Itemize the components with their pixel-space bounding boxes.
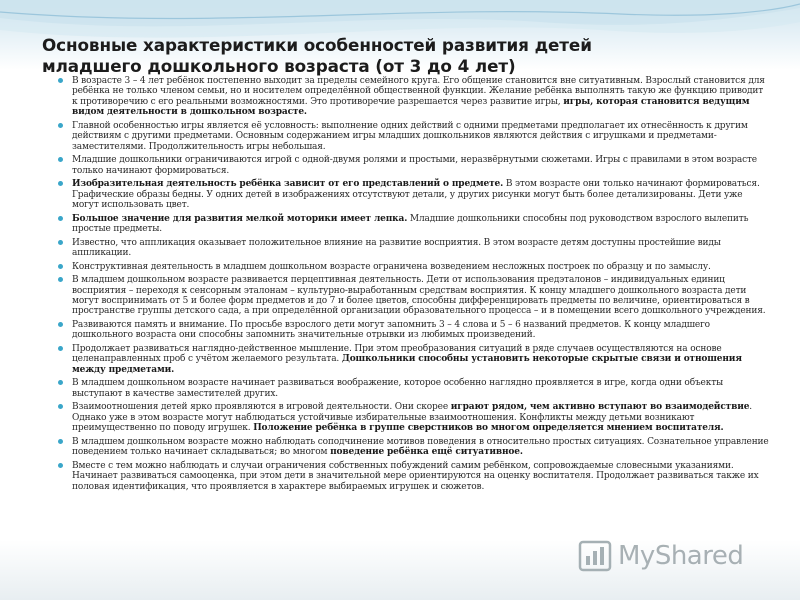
bullet-dot-icon [58, 157, 63, 162]
bullet-text: Продолжает развиваться наглядно-действенное мышление. При этом преобразования ситуаций в ряде случаев осуществляются на основе целенаправленных проб с учётом желаемого результата. [72, 344, 722, 365]
bullet-emphasis: Изобразительная деятельность ребёнка зависит от его представлений о предмете. [72, 179, 504, 190]
bullet-text: Взаимоотношения детей ярко проявляются в игровой деятельности. Они скорее [72, 402, 451, 413]
bullet-emphasis: игры, которая становится ведущим видом деятельности в дошкольном возрасте. [72, 96, 750, 118]
list-item [60, 461, 770, 492]
bullet-text: В этом возрасте они только начинают формироваться. Графические образы бедны. У одних детей в изображениях отсутствуют детали, у других рисунки могут быть более детализированы. Дети уже могут использовать цвет. [72, 179, 760, 211]
list-item [60, 320, 770, 341]
bullet-dot-icon [58, 322, 63, 327]
logo-text: MyShared [618, 541, 744, 571]
myshared-logo-icon [578, 538, 614, 574]
bullet-text: В младшем дошкольном возрасте развивается перцептивная деятельность. Дети от использования предэталонов – индивидуальных единиц восприятия – переходя к сенсорным эталонам – культурно-выработанным средствам восприятия. К концу младшего дошкольного возраста дети могут воспринимать от 5 и более форм предметов и до 7 и более цветов, способны дифференцировать предметы по величине, ориентироваться в пространстве группы детского сада, а при определённой организации образовательного процесса – и в помещении всего дошкольного учреждения. [72, 275, 766, 317]
bullet-text: Конструктивная деятельность в младшем дошкольном возрасте ограничена возведением несложных построек по образцу и по замыслу. [72, 261, 711, 272]
bullet-text: Вместе с тем можно наблюдать и случаи ограничения собственных побуждений самим ребёнком, сопровождаемые словесными указаниями. Начинает развиваться самооценка, при этом дети в значительной мере ориентируются на оценку воспитателя. Продолжает развиваться также их половая идентификация, что проявляется в характере выбираемых игрушек и сюжетов. [72, 460, 759, 492]
bullet-text: Младшие дошкольники ограничиваются игрой с одной-двумя ролями и простыми, неразвёрнутыми сюжетами. Игры с правилами в этом возрасте только начинают формироваться. [72, 155, 757, 176]
bullet-dot-icon [58, 277, 63, 282]
list-item [60, 262, 770, 272]
bullet-dot-icon [58, 463, 63, 468]
list-item [60, 402, 770, 433]
bullet-dot-icon [58, 78, 63, 83]
bullet-dot-icon [58, 240, 63, 245]
list-item [60, 179, 770, 210]
list-item [60, 76, 770, 118]
bullet-text: Развиваются память и внимание. По просьбе взрослого дети могут запомнить 3 – 4 слова и 5 – 6 названий предметов. К концу младшего дошкольного возраста они способны запомнить значительные отрывки из любимых произведений. [72, 320, 710, 341]
list-item [60, 344, 770, 375]
bullet-text: В младшем дошкольном возрасте можно наблюдать соподчинение мотивов поведения в относительно простых ситуациях. Сознательное управление поведением только начинает складываться; во многом [72, 436, 769, 458]
list-item [60, 378, 770, 399]
list-item [60, 121, 770, 152]
bullet-emphasis: играют рядом, чем активно вступают во взаимодействие [450, 402, 750, 413]
bullet-text: В младшем дошкольном возрасте начинает развиваться воображение, которое особенно наглядно проявляется в игре, когда одни объекты выступают в качестве заместителей других. [72, 378, 724, 399]
list-item [60, 275, 770, 317]
list-item [60, 238, 770, 259]
slide-title: Основные характеристики особенностей развития детей младшего дошкольного возраста (от 3 до 4 лет) [42, 35, 592, 76]
bullet-dot-icon [58, 380, 63, 385]
list-item [60, 155, 770, 176]
bullet-text: Главной особенностью игры является её условность: выполнение одних действий с одними предметами предполагает их отнесённость к другим действиям с другими предметами. Основным содержанием игры младших дошкольников являются действия с игрушками и предметами-заместителями. Продолжительность игры небольшая. [72, 120, 748, 152]
watermark-logo [578, 536, 743, 576]
bullet-dot-icon [58, 439, 63, 444]
bullet-dot-icon [58, 181, 63, 186]
bullet-emphasis: Дошкольники способны установить некоторые скрытые связи и отношения между предметами. [72, 354, 742, 375]
bullet-text: . Однако уже в этом возрасте могут наблюдаться устойчивые избирательные взаимоотношения. Конфликты между детьми возникают преимущественно по поводу игрушек. [72, 402, 753, 434]
bullet-emphasis: Большое значение для развития мелкой моторики имеет лепка. [72, 213, 408, 224]
bullet-text: В возрасте 3 – 4 лет ребёнок постепенно выходит за пределы семейного круга. Его общение становится вне ситуативным. Взрослый становится для ребёнка не только членом семьи, но и носителем определённой общественной функции. Желание ребёнка выполнять такую же функцию приводит к противоречию с его реальными возможностями. Это противоречие разрешается через развитие игры, [72, 76, 765, 107]
bullet-dot-icon [58, 404, 63, 409]
bullet-dot-icon [58, 264, 63, 269]
bullet-emphasis: поведение ребёнка ещё ситуативное. [330, 447, 523, 458]
bullet-list [60, 76, 770, 495]
list-item [60, 437, 770, 458]
bullet-emphasis: Положение ребёнка в группе сверстников во многом определяется мнением воспитателя. [253, 423, 724, 434]
bullet-text: Младшие дошкольники способны под руководством взрослого вылепить простые предметы. [72, 213, 749, 235]
bullet-dot-icon [58, 346, 63, 351]
list-item [60, 214, 770, 235]
bullet-text: Известно, что аппликация оказывает положительное влияние на развитие восприятия. В этом возрасте детям доступны простейшие виды аппликации. [72, 237, 721, 259]
bullet-dot-icon [58, 216, 63, 221]
bullet-dot-icon [58, 123, 63, 128]
